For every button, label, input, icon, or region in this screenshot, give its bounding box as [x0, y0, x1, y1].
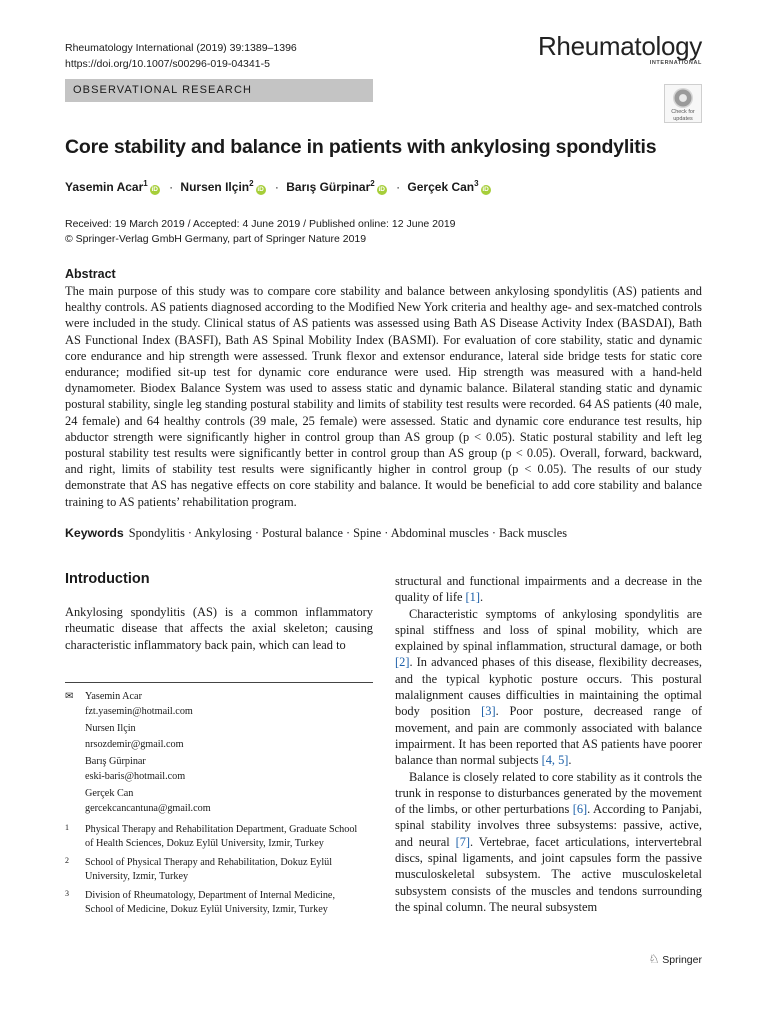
text-run: Characteristic symptoms of ankylosing spondylitis are spinal stiffness and loss of spinal mobility, which are explained by spinal inflammation, structural damage, or both	[395, 606, 702, 654]
check-for-updates-icon	[673, 88, 693, 108]
badge-line-1: Check for	[671, 109, 695, 115]
citation-link[interactable]: [4, 5]	[541, 753, 569, 768]
author-affiliation-mark: 2	[249, 179, 254, 188]
check-for-updates-badge[interactable]	[664, 84, 702, 123]
text-run: . Poor posture, decreased range of movement, and pain are commonly associated with balance impairment. It has been reported that AS patients have poorer balance than normal subjects	[395, 704, 702, 768]
journal-meta	[65, 40, 297, 72]
citation-link[interactable]: [1]	[465, 590, 480, 605]
contact-entry	[65, 786, 373, 816]
author-separator: ·	[169, 180, 174, 194]
introduction-heading: Introduction	[65, 571, 150, 587]
citation-link[interactable]: [7]	[455, 834, 471, 849]
affiliation-text: School of Physical Therapy and Rehabilitation, Dokuz Eylül University, Izmir, Turkey	[85, 857, 333, 882]
journal-reference: Rheumatology International (2019) 39:1389–1396	[65, 42, 297, 54]
keywords-label: Keywords	[65, 526, 124, 540]
affiliations	[65, 823, 365, 922]
envelope-icon: ✉	[65, 691, 74, 702]
affiliation-entry	[65, 823, 365, 850]
contact-name: Yasemin Acar	[85, 691, 142, 702]
intro-paragraph	[395, 573, 702, 606]
contact-name: Gerçek Can	[85, 788, 134, 800]
citation-link[interactable]: [2]	[395, 655, 410, 670]
text-run: . According to Panjabi, spinal stability involves three subsystems: passive, active, and neural	[395, 802, 703, 849]
left-column	[65, 604, 373, 653]
contact-name: Nursen Ilçin	[85, 723, 136, 735]
abstract-section	[65, 266, 702, 510]
publisher-name: Springer	[662, 954, 702, 966]
contact-name: Barış Gürpinar	[85, 755, 146, 767]
author-affiliation-mark: 1	[143, 179, 148, 188]
author-list	[65, 179, 493, 195]
publication-dates	[65, 217, 456, 246]
contact-email[interactable]: fzt.yasemin@hotmail.com	[85, 706, 193, 718]
affiliation-number: 2	[65, 856, 69, 865]
article-title: Core stability and balance in patients with ankylosing spondylitis	[65, 136, 657, 158]
keywords-text: Spondylitis · Ankylosing · Postural balance · Spine · Abdominal muscles · Back muscles	[128, 526, 567, 540]
badge-line-2: updates	[673, 116, 693, 122]
springer-horse-icon: ♘	[648, 952, 660, 966]
affiliation-text: Physical Therapy and Rehabilitation Department, Graduate School of Health Sciences, Dokuz Eylül University, Izmir, Turkey	[85, 824, 358, 849]
doi-link[interactable]: https://doi.org/10.1007/s00296-019-04341-5	[65, 58, 270, 70]
text-run: . In advanced phases of this disease, flexibility decreases, and the typical kyphotic posture occurs. This postural malalignment causes difficulties in maintaining the optimal body position	[395, 655, 702, 719]
abstract-heading: Abstract	[65, 267, 116, 281]
author-name[interactable]: Yasemin Acar	[65, 180, 144, 194]
author-separator: ·	[396, 180, 401, 194]
intro-paragraph	[395, 769, 702, 916]
affiliation-number: 1	[65, 823, 69, 832]
citation-link[interactable]: [6]	[572, 802, 588, 817]
orcid-icon[interactable]: iD	[378, 186, 385, 193]
contact-entry	[65, 689, 373, 719]
keywords-line	[65, 526, 567, 541]
right-column	[395, 573, 702, 915]
text-run: .	[480, 590, 484, 605]
author-affiliation-mark: 3	[474, 179, 479, 188]
author-affiliation-mark: 2	[370, 179, 375, 188]
abstract-text: The main purpose of this study was to compare core stability and balance between ankylosing spondylitis (AS) patients and healthy controls. AS patients diagnosed according to the Modified New York criteria and healthy age- and sex-matched controls were included in the study. Clinical status of AS patients was assessed using Bath AS Disease Activity Index (BASDAI), Bath AS Functional Index (BASFI), Bath AS Spinal Mobility Index (BASMI). For evaluation of core stability, static and dynamic core endurance and hip strength were assessed. Trunk flexor and extensor endurance, lateral side bridge tests for static core endurance; modified sit-up test for dynamic core endurance were used. Hip strength was measured with a hand-held dynamometer. Biodex Balance System was used to assess static and dynamic balance. Bilateral standing static and dynamic postural stability, single leg standing postural stability and limits of stability test results were recorded. 64 AS patients (40 male, 24 female) and 64 healthy controls (39 male, 25 female) were assessed. Static and dynamic core endurance test results, hip abductor strength were significantly higher in control group than AS group (p < 0.05). Static postural stability and left leg postural stability test results were significantly better in control group than AS group (p < 0.05). Overall, forward, backward, and right, limits of stability test results were significantly higher in control group (p < 0.05). The results of our study demonstrate that AS has negative effects on core stability and balance. It would be beneficial to add core stability and balance training to AS patients’ rehabilitation program.	[65, 284, 702, 509]
author-name[interactable]: Gerçek Can	[407, 180, 475, 194]
contact-email[interactable]: eski-baris@hotmail.com	[85, 771, 186, 783]
text-run: Balance is closely related to core stability as it controls the trunk in response to disturbances generated by the movement of the limbs, or other perturbations	[395, 769, 702, 817]
text-run: .	[568, 753, 572, 768]
author-name[interactable]: Barış Gürpinar	[286, 180, 371, 194]
corresponding-contacts	[65, 689, 373, 819]
affiliation-text: Division of Rheumatology, Department of Internal Medicine, School of Medicine, Dokuz Eylül University, Izmir, Turkey	[85, 890, 336, 915]
contact-email[interactable]: gercekcancantuna@gmail.com	[85, 803, 211, 815]
orcid-icon[interactable]: iD	[257, 186, 264, 193]
footnote-divider	[65, 682, 373, 683]
affiliation-entry	[65, 856, 365, 883]
orcid-icon[interactable]: iD	[482, 186, 489, 193]
author-separator: ·	[274, 180, 279, 194]
history-dates: Received: 19 March 2019 / Accepted: 4 June 2019 / Published online: 12 June 2019	[65, 218, 456, 230]
publisher-logo	[649, 952, 702, 966]
contact-email[interactable]: nrsozdemir@gmail.com	[85, 738, 184, 750]
section-label: OBSERVATIONAL RESEARCH	[65, 79, 373, 102]
affiliation-entry	[65, 889, 365, 916]
contact-entry	[65, 721, 373, 751]
text-run: structural and functional impairments and a decrease in the quality of life	[395, 574, 702, 605]
journal-logo-name: Rheumatology	[537, 31, 702, 61]
copyright-line: © Springer-Verlag GmbH Germany, part of Springer Nature 2019	[65, 232, 367, 245]
orcid-icon[interactable]: iD	[151, 186, 158, 193]
text-run: . Vertebrae, facet articulations, intervertebral discs, spinal ligaments, and joint capsules form the passive musculoskeletal subsystem. The active musculoskeletal subsystem consists of the muscles and tendons surrounding the spinal column. The neural subsystem	[395, 834, 703, 914]
contact-entry	[65, 754, 373, 784]
intro-paragraph: Ankylosing spondylitis (AS) is a common inflammatory rheumatic disease that affects the axial skeleton; causing characteristic inflammatory back pain, which can lead to	[65, 605, 373, 652]
intro-paragraph	[395, 606, 702, 769]
citation-link[interactable]: [3]	[481, 704, 496, 719]
affiliation-number: 3	[65, 889, 69, 898]
journal-logo	[538, 31, 702, 66]
author-name[interactable]: Nursen Ilçin	[180, 180, 250, 194]
journal-logo-sub: INTERNATIONAL	[649, 60, 702, 66]
